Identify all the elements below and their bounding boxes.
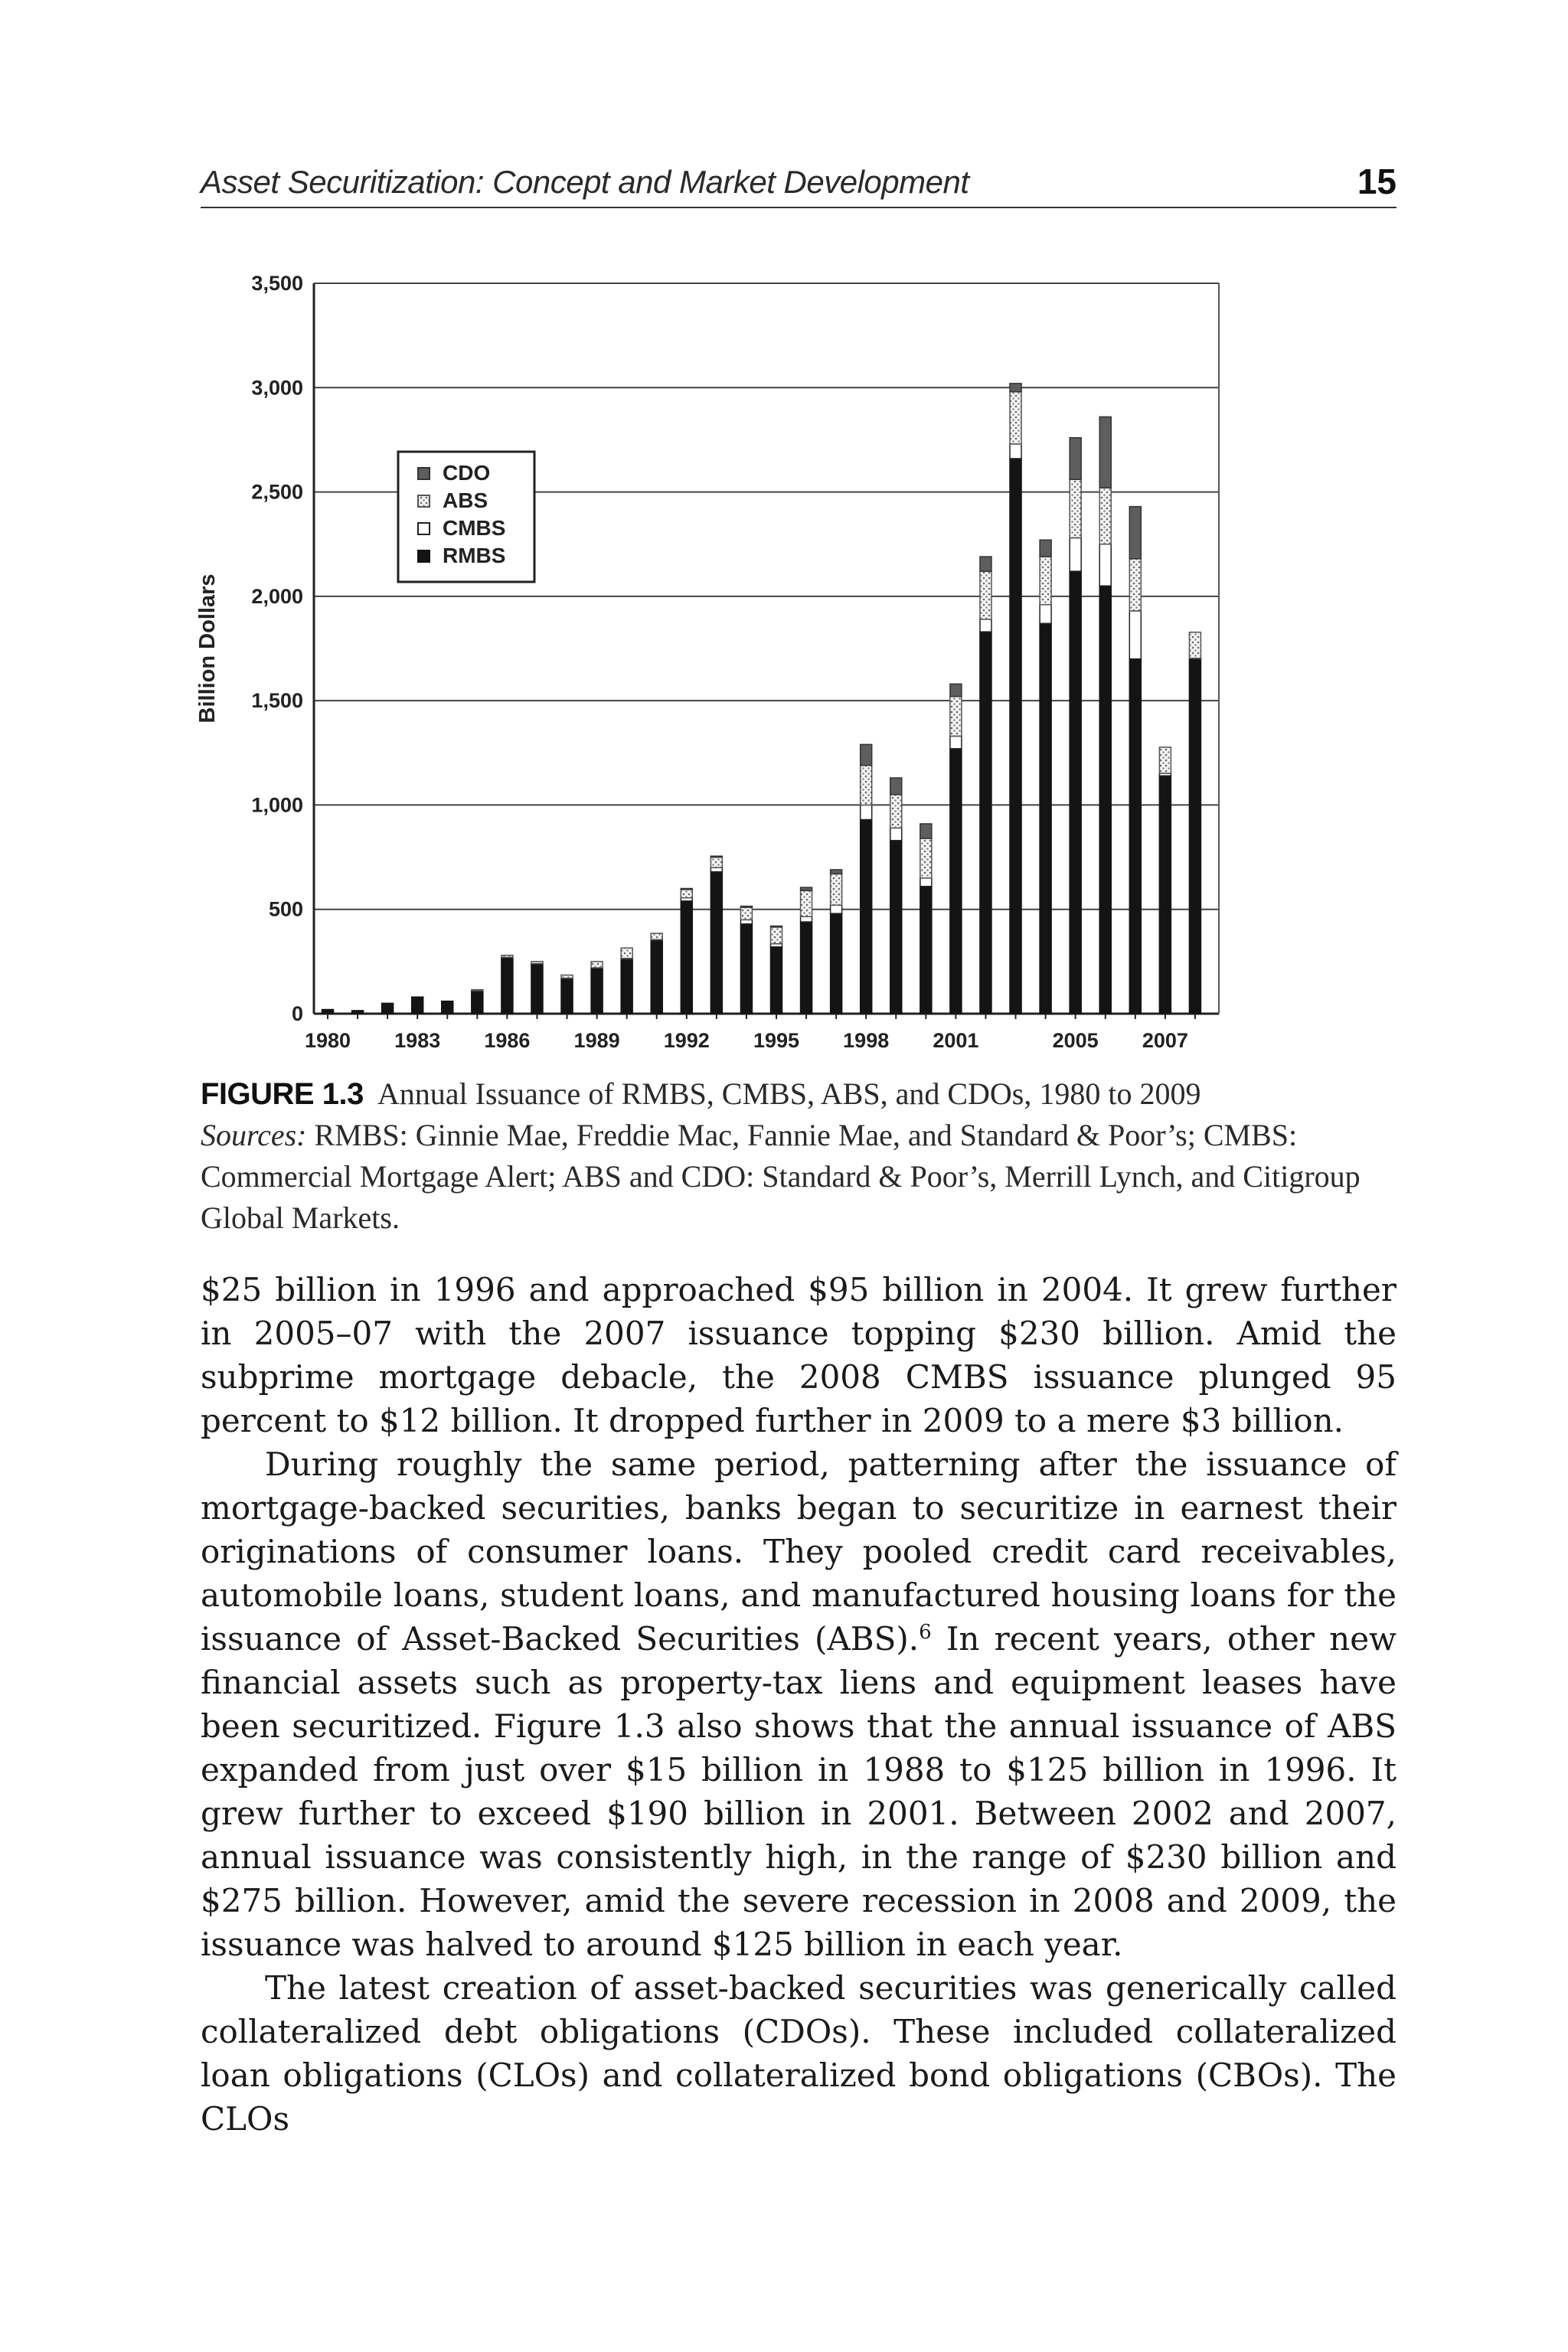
bar-segment-cdo — [771, 926, 782, 927]
bar-segment-rmbs — [1159, 776, 1171, 1014]
bar-segment-rmbs — [1070, 571, 1081, 1014]
legend-label-cdo: CDO — [443, 461, 491, 485]
bar-segment-abs — [1040, 557, 1051, 605]
bar-segment-rmbs — [352, 1011, 364, 1014]
bar-segment-rmbs — [322, 1010, 334, 1014]
paragraph-2 — [201, 1442, 1396, 1966]
bar-segment-cdo — [710, 856, 722, 857]
paragraph-3: The latest creation of asset-backed securities was generically called collateralized debt obligations (CDOs). These included collateralized loan obligations (CLOs) and collateralized bond obligations (CBOs). The CLOs — [201, 1969, 1396, 2138]
y-tick-label: 0 — [291, 1002, 303, 1025]
bar-segment-cmbs — [1129, 611, 1141, 659]
bar-segment-abs — [801, 890, 812, 916]
bar-segment-rmbs — [801, 922, 812, 1014]
bar-segment-abs — [980, 571, 991, 619]
bar-segment-cdo — [1070, 438, 1081, 480]
bar-segment-abs — [890, 795, 902, 828]
bar-segment-rmbs — [531, 964, 543, 1014]
bar-segment-abs — [950, 697, 962, 737]
bar-segment-abs — [831, 874, 842, 905]
legend-label-abs: ABS — [443, 488, 488, 512]
bar-segment-abs — [1099, 488, 1111, 544]
body-text — [201, 1268, 1396, 2141]
bar-segment-rmbs — [771, 947, 782, 1014]
x-tick-label: 1992 — [663, 1029, 710, 1052]
axes — [195, 272, 1219, 1052]
bar-segment-cmbs — [1010, 444, 1021, 459]
sources-text: RMBS: Ginnie Mae, Freddie Mac, Fannie Mae, and Standard & Poor’s; CMBS: Commercial Mortgage Alert; ABS and CDO: Standard & Poor’s, Merrill Lynch, and Citigroup Global Markets. — [201, 1118, 1361, 1235]
bar-segment-abs — [472, 990, 483, 991]
page-number: 15 — [1357, 162, 1396, 201]
bar-segment-rmbs — [831, 913, 842, 1014]
y-tick-label: 500 — [268, 897, 303, 921]
bar-segment-rmbs — [890, 841, 902, 1014]
bar-segment-cdo — [1099, 416, 1111, 488]
legend-swatch-cmbs — [418, 523, 430, 534]
bar-segment-cmbs — [740, 920, 752, 923]
bar-segment-cdo — [1040, 540, 1051, 557]
legend-label-cmbs: CMBS — [443, 516, 506, 540]
gridlines — [314, 283, 1219, 1014]
footnote-marker: 6 — [919, 1621, 932, 1644]
bar-segment-cdo — [1010, 384, 1021, 392]
bar-segment-cdo — [920, 824, 932, 838]
bar-segment-cdo — [681, 888, 692, 889]
x-tick-label: 1998 — [843, 1029, 890, 1052]
bar-segment-rmbs — [1010, 459, 1021, 1014]
legend — [398, 452, 534, 582]
bar-segment-rmbs — [501, 957, 513, 1014]
bar-segment-cdo — [890, 778, 902, 795]
y-tick-label: 2,500 — [251, 480, 303, 504]
bar-segment-cmbs — [1040, 605, 1051, 624]
bar-segment-abs — [651, 933, 662, 939]
legend-swatch-rmbs — [418, 550, 430, 562]
figure-label: FIGURE 1.3 — [201, 1077, 364, 1111]
bar-segment-cmbs — [710, 867, 722, 871]
bar-segment-cdo — [980, 557, 991, 571]
bar-segment-rmbs — [442, 1001, 453, 1014]
bar-segment-abs — [771, 927, 782, 944]
bar-segment-cmbs — [1070, 538, 1081, 572]
bar-segment-rmbs — [920, 887, 932, 1014]
x-tick-label: 2001 — [933, 1029, 979, 1052]
bar-segment-rmbs — [1129, 659, 1141, 1014]
x-tick-label: 1983 — [394, 1029, 441, 1052]
x-tick-label: 1980 — [304, 1029, 351, 1052]
bar-segment-cmbs — [831, 905, 842, 913]
bar-segment-abs — [1070, 479, 1081, 537]
bar-segment-cmbs — [980, 619, 991, 632]
y-tick-label: 1,000 — [251, 793, 303, 817]
bar-segment-cmbs — [801, 916, 812, 922]
legend-label-rmbs: RMBS — [443, 544, 506, 567]
bar-segment-rmbs — [710, 872, 722, 1014]
bar-segment-abs — [681, 890, 692, 898]
bar-segment-cmbs — [1099, 544, 1111, 586]
bar-segment-cmbs — [890, 828, 902, 840]
bar-segment-abs — [501, 956, 513, 958]
x-tick-label: 2005 — [1052, 1029, 1099, 1052]
x-tick-label: 1989 — [573, 1029, 620, 1052]
bar-segment-rmbs — [1040, 623, 1051, 1014]
bar-segment-abs — [621, 948, 632, 959]
sources-label: Sources: — [201, 1118, 307, 1152]
bar-segment-rmbs — [651, 941, 662, 1014]
bar-segment-cdo — [740, 906, 752, 907]
bar-segment-abs — [1189, 632, 1200, 658]
bar-segment-abs — [1010, 392, 1021, 444]
bar-segment-abs — [1129, 559, 1141, 611]
bar-segment-cdo — [831, 870, 842, 874]
bar-segment-rmbs — [861, 820, 872, 1014]
y-tick-label: 2,000 — [251, 584, 303, 608]
y-tick-label: 3,500 — [251, 272, 303, 295]
bar-segment-cdo — [950, 684, 962, 696]
bar-segment-abs — [1159, 747, 1171, 773]
x-tick-label: 1986 — [484, 1029, 531, 1052]
bar-segment-rmbs — [561, 978, 573, 1014]
bar-segment-abs — [591, 962, 603, 968]
bar-segment-cmbs — [920, 878, 932, 887]
figure-caption-text: Annual Issuance of RMBS, CMBS, ABS, and CDOs, 1980 to 2009 — [377, 1076, 1201, 1111]
bar-segment-rmbs — [621, 959, 632, 1014]
bar-segment-rmbs — [980, 632, 991, 1014]
bar-segment-cdo — [861, 744, 872, 765]
x-tick-label: 1995 — [753, 1029, 800, 1052]
bar-segment-rmbs — [412, 997, 423, 1014]
legend-swatch-cdo — [418, 468, 430, 479]
bar-segment-rmbs — [681, 901, 692, 1014]
bar-segment-cdo — [1129, 507, 1141, 559]
bar-segment-cmbs — [950, 736, 962, 748]
bar-segment-abs — [740, 907, 752, 920]
legend-swatch-abs — [418, 495, 430, 507]
bar-segment-rmbs — [740, 924, 752, 1014]
bar-segment-abs — [861, 766, 872, 805]
running-title: Asset Securitization: Concept and Market Development — [201, 164, 969, 200]
paragraph-1: $25 billion in 1996 and approached $95 billion in 2004. It grew further in 2005–07 with the 2007 issuance topping $230 billion. Amid the subprime mortgage debacle, the 2008 CMBS issuance plunged 95 percent to $12 billion. It dropped further in 2009 to a mere $3 billion. — [201, 1271, 1396, 1439]
y-tick-label: 3,000 — [251, 376, 303, 400]
bar-segment-rmbs — [472, 991, 483, 1014]
bar-segment-rmbs — [1099, 586, 1111, 1014]
bar-segment-abs — [920, 838, 932, 878]
bar-segment-rmbs — [591, 968, 603, 1014]
x-tick-label: 2007 — [1142, 1029, 1188, 1052]
bar-segment-abs — [561, 975, 573, 978]
bar-segment-rmbs — [1189, 659, 1200, 1014]
y-tick-label: 1,500 — [251, 689, 303, 713]
bar-segment-rmbs — [382, 1003, 394, 1014]
bar-segment-abs — [531, 962, 543, 964]
figure-chart — [184, 260, 1225, 1057]
y-axis-title: Billion Dollars — [195, 573, 220, 724]
bar-segment-rmbs — [950, 749, 962, 1014]
figure-caption — [201, 1073, 1396, 1239]
bar-segment-cmbs — [861, 805, 872, 819]
bar-segment-abs — [710, 858, 722, 868]
paragraph-2-part-2: In recent years, other new financial assets such as property-tax liens and equipment leases have been securitized. Figure 1.3 also shows that the annual issuance of ABS expanded from just over $15 billion in 1988 to $125 billion in 1996. It grew further to exceed $190 billion in 2001. Between 2002 and 2007, annual issuance was consistently high, in the range of $230 billion and $275 billion. However, amid the severe recession in 2008 and 2009, the issuance was halved to around $125 billion in each year. — [201, 1620, 1396, 1963]
bar-segment-cdo — [801, 887, 812, 890]
paragraph-2-part-1: During roughly the same period, patterning after the issuance of mortgage-backed securities, banks began to securitize in earnest their originations of consumer loans. They pooled credit card receivables, automobile loans, student loans, and manufactured housing loans for the issuance of Asset-Backed Securities (ABS). — [201, 1446, 1396, 1658]
running-head — [201, 161, 1396, 208]
